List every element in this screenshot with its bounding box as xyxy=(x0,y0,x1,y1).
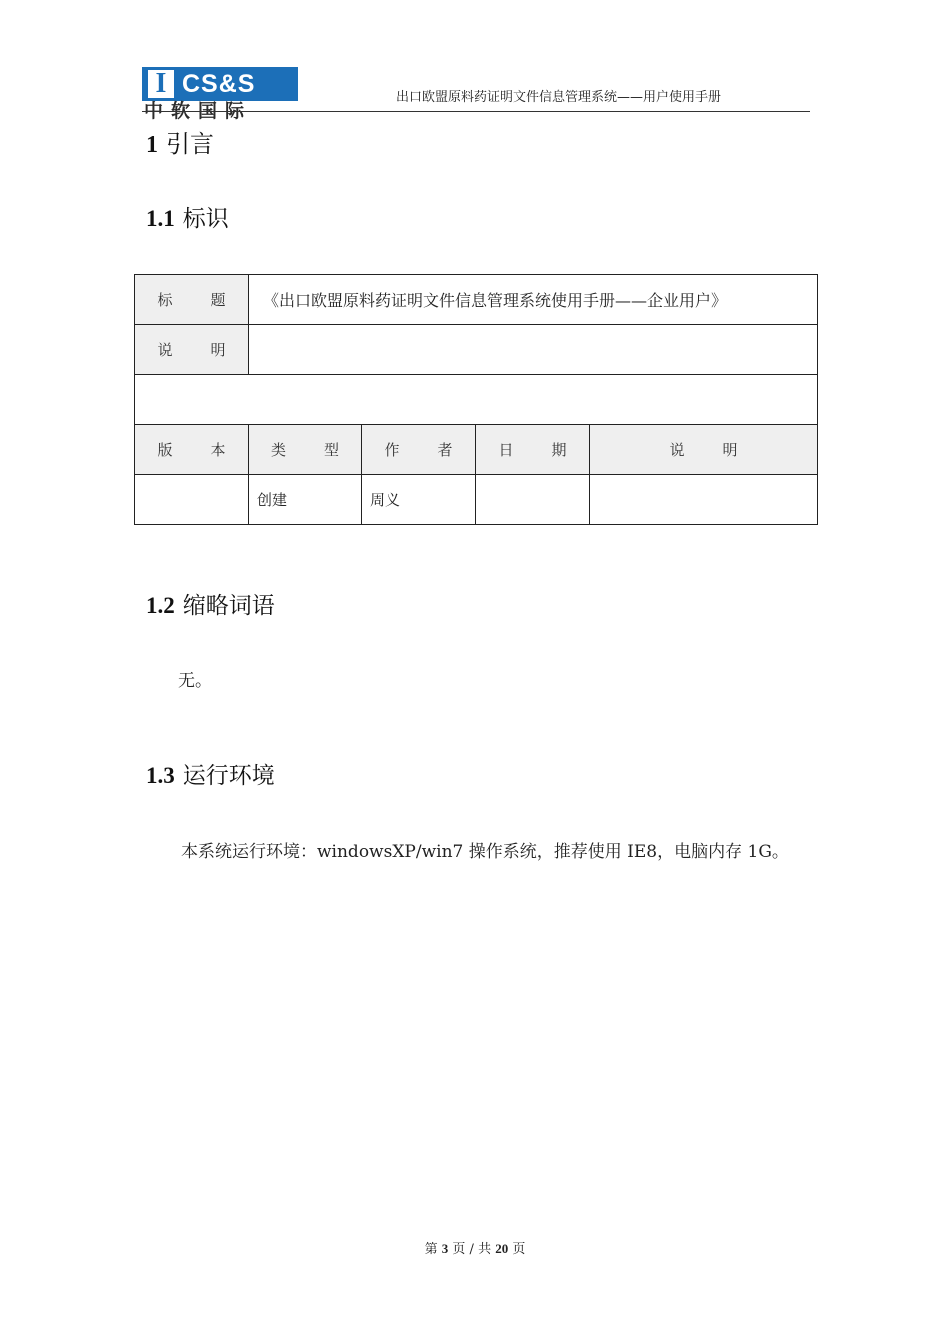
logo-english-name: CS&S xyxy=(182,70,256,98)
author-cell: 周义 xyxy=(362,475,476,525)
company-logo xyxy=(142,67,298,121)
title-label: 标 题 xyxy=(135,275,249,325)
table-header-row xyxy=(135,425,818,475)
section-title: 运行环境 xyxy=(182,763,275,789)
page-footer: 第 3 页 / 共 20 页 xyxy=(424,1241,526,1257)
running-header-title: 出口欧盟原料药证明文件信息管理系统——用户使用手册 xyxy=(396,90,722,105)
section-heading-1-1 xyxy=(146,203,229,235)
header-date: 日 期 xyxy=(476,425,590,475)
type-cell: 创建 xyxy=(249,475,362,525)
note-cell xyxy=(590,475,818,525)
header-version: 版 本 xyxy=(135,425,249,475)
section-number: 1.1 xyxy=(146,206,175,231)
abbreviations-text: 无。 xyxy=(178,671,212,691)
description-value xyxy=(249,325,818,375)
table-row xyxy=(135,475,818,525)
table-row-description xyxy=(135,325,818,375)
table-row-title xyxy=(135,275,818,325)
description-label: 说 明 xyxy=(135,325,249,375)
table-row-blank xyxy=(135,375,818,425)
section-title: 标识 xyxy=(182,206,229,232)
header-type: 类 型 xyxy=(249,425,362,475)
section-title: 缩略词语 xyxy=(182,593,275,619)
header-divider xyxy=(142,111,810,112)
header-note: 说 明 xyxy=(590,425,818,475)
logo-banner xyxy=(142,67,298,101)
current-page: 3 xyxy=(441,1241,449,1256)
section-heading-1 xyxy=(146,128,214,161)
environment-text: 本系统运行环境：windowsXP/win7 操作系统，推荐使用 IE8，电脑内存 1G。 xyxy=(181,842,789,862)
title-value: 《出口欧盟原料药证明文件信息管理系统使用手册——企业用户》 xyxy=(249,275,818,325)
section-title: 引言 xyxy=(166,130,214,158)
section-number: 1.3 xyxy=(146,763,175,788)
section-heading-1-3 xyxy=(146,760,275,792)
identification-table xyxy=(134,274,818,525)
section-number: 1.2 xyxy=(146,593,175,618)
header-author: 作 者 xyxy=(362,425,476,475)
section-number: 1 xyxy=(146,132,158,158)
date-cell xyxy=(476,475,590,525)
version-cell xyxy=(135,475,249,525)
logo-mark: I xyxy=(148,70,174,98)
blank-cell xyxy=(135,375,818,425)
logo-chinese-name: 中软国际 xyxy=(144,100,253,122)
total-pages: 20 xyxy=(495,1241,509,1256)
section-heading-1-2 xyxy=(146,590,275,622)
